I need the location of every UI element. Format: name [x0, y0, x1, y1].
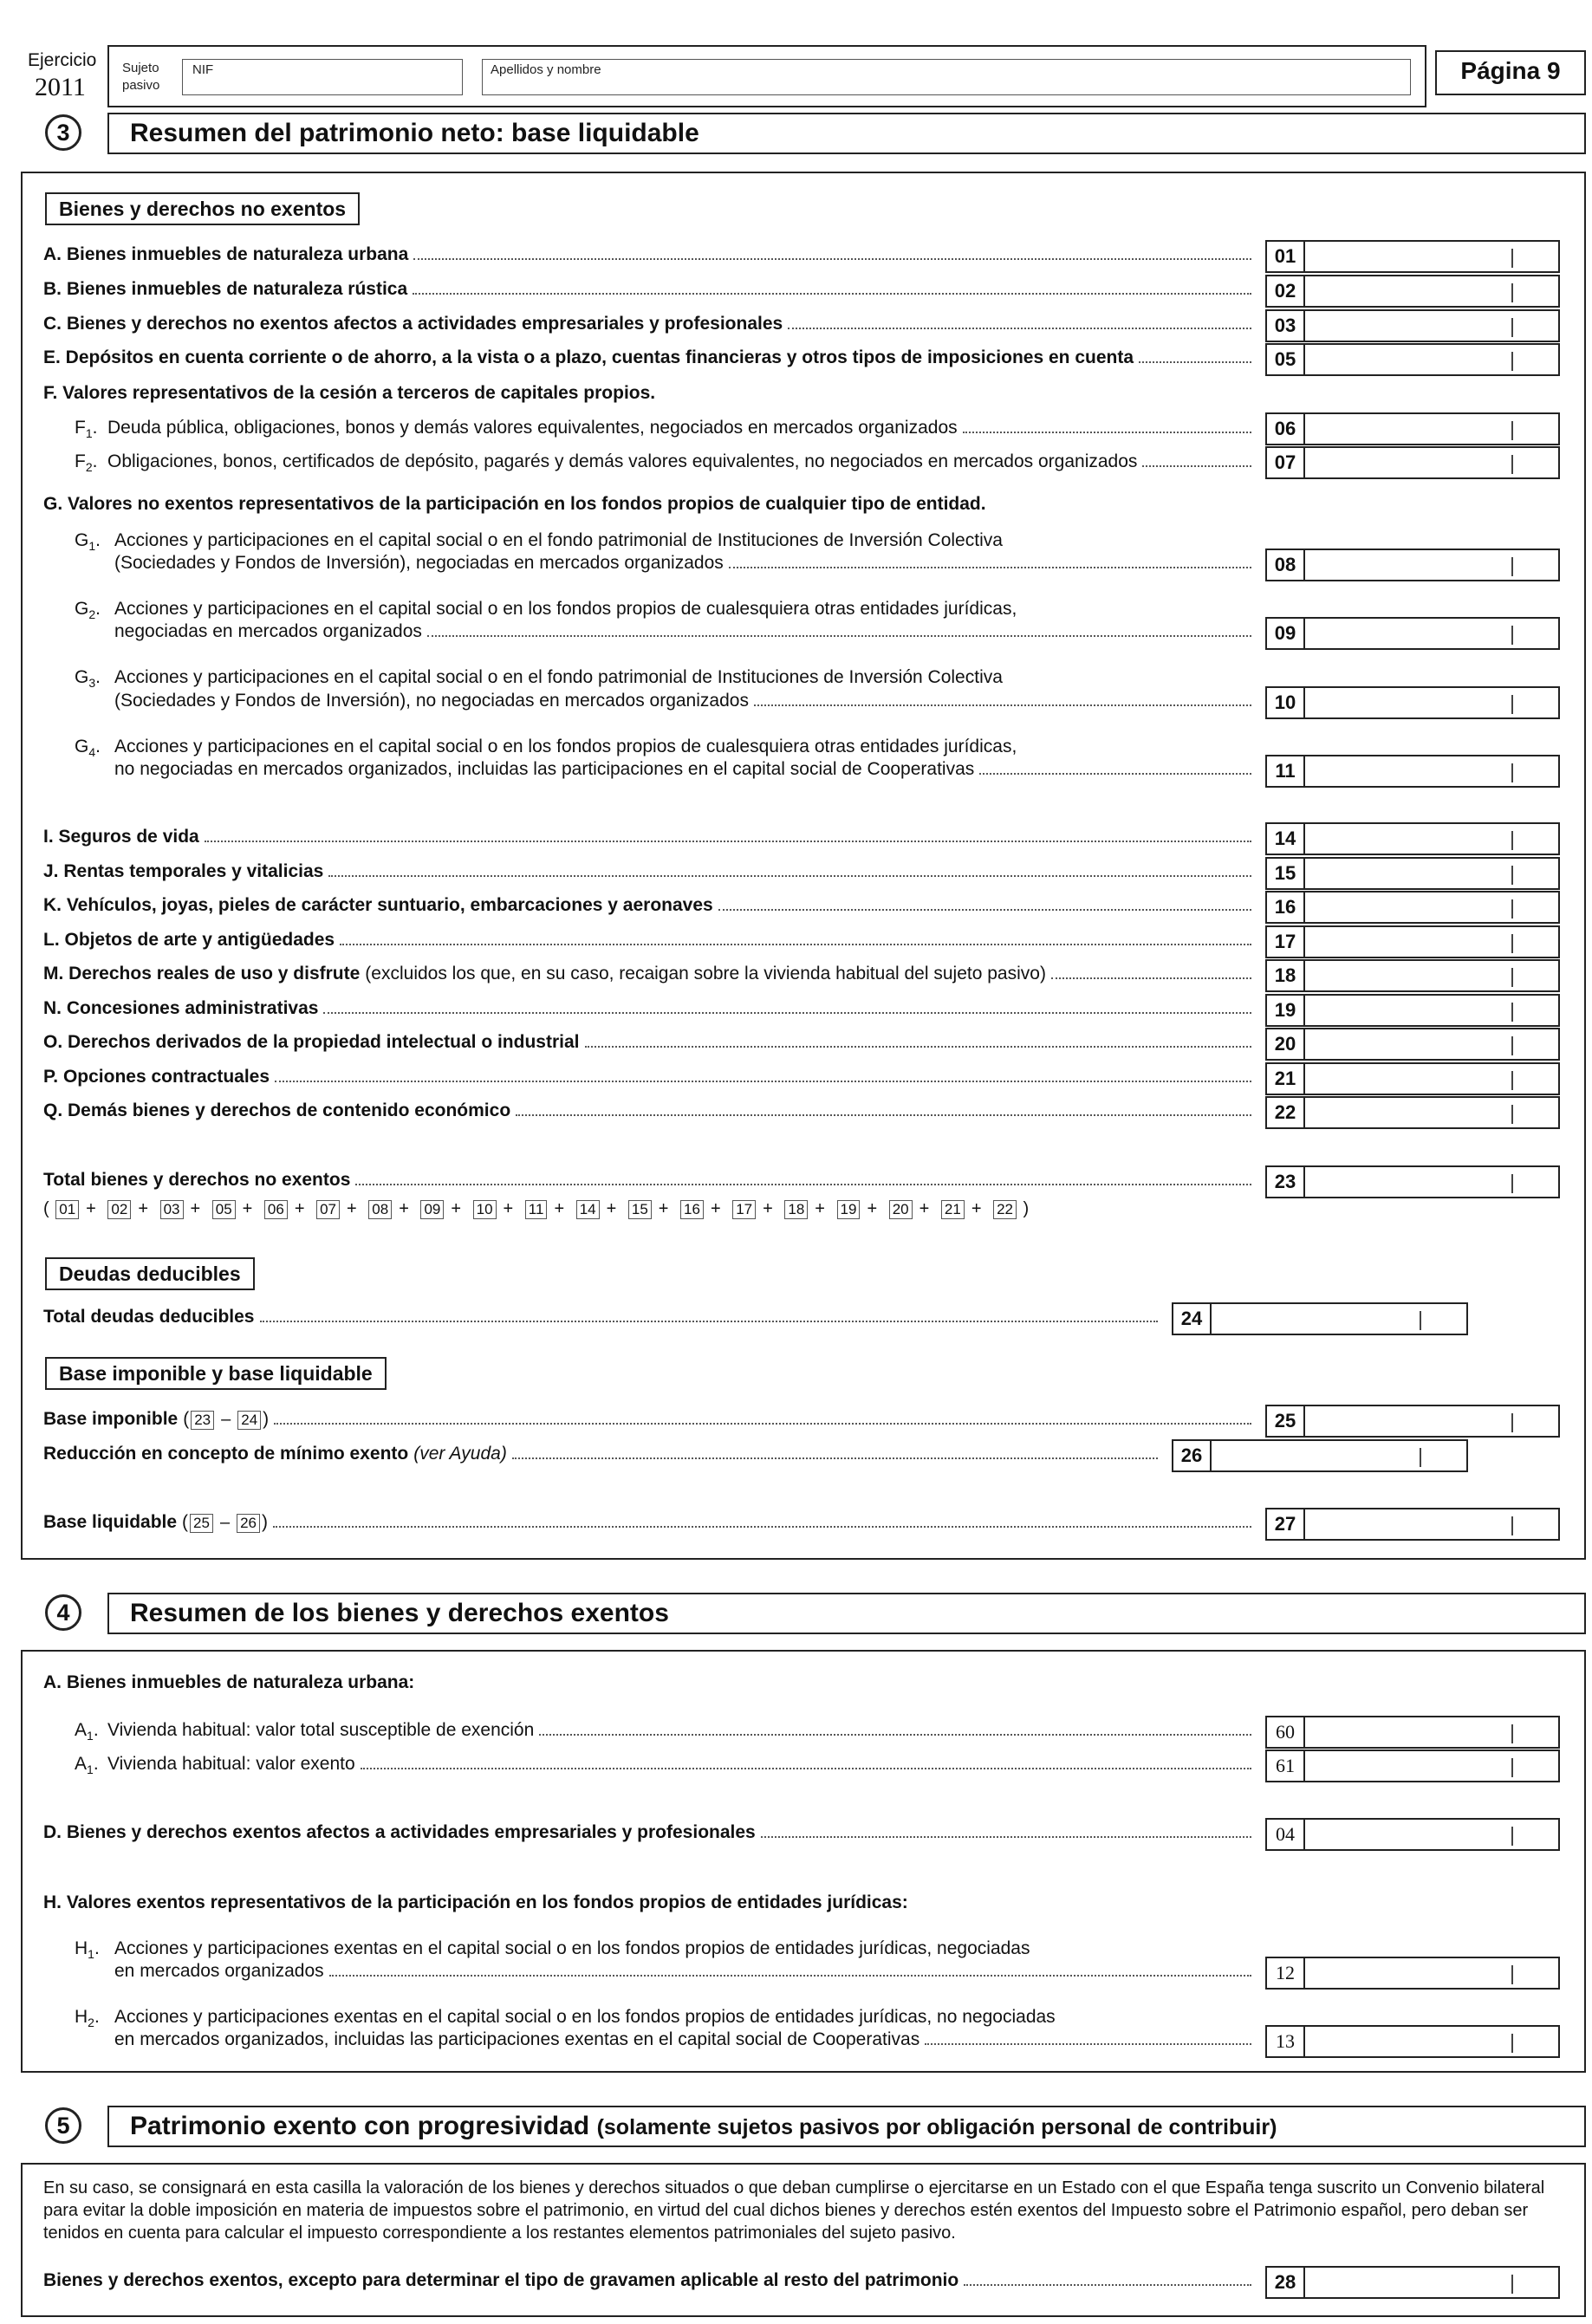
field-60-code: 60 [1267, 1717, 1305, 1747]
section-5-title-sub: (solamente sujetos pasivos por obligación personal de contribuir) [596, 2115, 1277, 2139]
sum-plus: + [867, 1199, 878, 1218]
field-22-code: 22 [1267, 1098, 1305, 1127]
section-3-title: Resumen del patrimonio neto: base liquidable [130, 119, 699, 147]
field-20-code: 20 [1267, 1029, 1305, 1059]
row-m-label: M. Derechos reales de uso y disfrute [43, 964, 361, 983]
s4-row-d [43, 1822, 1257, 1848]
sum-box: 03 [160, 1200, 184, 1219]
bi-open: ( [183, 1409, 190, 1429]
reduccion-note: (ver Ayuda) [413, 1444, 507, 1464]
bi-close: ) [263, 1409, 270, 1429]
row-g4-line1: Acciones y participaciones en el capital social o en los fondos propios de cualesquiera otras entidades jurídicas, [114, 737, 1017, 756]
field-09[interactable] [1265, 617, 1560, 650]
s4-row-h-label: H. Valores exentos representativos de la participación en los fondos propios de entidades jurídicas: [43, 1892, 908, 1912]
field-01[interactable] [1265, 240, 1560, 273]
row-g4-sub: 4 [88, 745, 96, 760]
row-p-label: P. Opciones contractuales [43, 1067, 270, 1087]
bl-open: ( [182, 1512, 189, 1532]
section-4-number: 4 [45, 1594, 81, 1631]
sum-plus: + [763, 1199, 773, 1218]
s5-row-28-label: Bienes y derechos exentos, excepto para determinar el tipo de gravamen aplicable al resto del patrimonio [43, 2270, 959, 2290]
row-deudas-total-label: Total deudas deducibles [43, 1307, 255, 1327]
row-e [43, 347, 1257, 373]
sujeto-label: Sujeto [122, 61, 159, 75]
row-g4-prefix-wrap: $G_4$. [75, 737, 101, 760]
bienes-no-exentos-heading: Bienes y derechos no exentos [45, 192, 360, 225]
s4-row-a-label: A. Bienes inmuebles de naturaleza urbana: [43, 1672, 415, 1692]
field-18-code: 18 [1267, 961, 1305, 990]
sum-plus: + [710, 1199, 721, 1218]
s4-row-h1-line1: Acciones y participaciones exentas en el capital social o en los fondos propios de entidades jurídicas, negociadas [114, 1938, 1030, 1958]
s4-row-a1-prefix: A [75, 1720, 88, 1740]
s5-row-28 [43, 2270, 1257, 2296]
row-a [43, 244, 1257, 270]
row-g1-prefix-wrap: $G_1$. [75, 530, 101, 554]
row-g3-line2: (Sociedades y Fondos de Inversión), no negociadas en mercados organizados [114, 691, 749, 711]
field-28[interactable] [1265, 2266, 1560, 2299]
field-11-code: 11 [1267, 756, 1305, 786]
bl-minus: – [219, 1513, 231, 1532]
sum-plus: + [190, 1199, 201, 1218]
field-03[interactable] [1265, 309, 1560, 342]
field-08[interactable] [1265, 549, 1560, 581]
bl-close: ) [262, 1512, 269, 1532]
apellidos-label: Apellidos y nombre [491, 62, 601, 77]
field-02-code: 02 [1267, 276, 1305, 306]
sum-box: 18 [784, 1200, 808, 1219]
s4-row-h2-prefix: H [75, 2007, 88, 2027]
row-i [43, 827, 1257, 853]
field-14-code: 14 [1267, 824, 1305, 854]
sum-plus: + [86, 1199, 96, 1218]
field-19-code: 19 [1267, 996, 1305, 1025]
row-base-imponible [43, 1409, 1257, 1435]
sum-box: 09 [420, 1200, 444, 1219]
field-25[interactable] [1265, 1405, 1560, 1438]
row-g2-line2: negociadas en mercados organizados [114, 621, 422, 641]
row-f-label: F. Valores representativos de la cesión a terceros de capitales propios. [43, 383, 656, 403]
row-g1-line2: (Sociedades y Fondos de Inversión), negociadas en mercados organizados [114, 553, 724, 573]
s4-row-a1-label: Vivienda habitual: valor total susceptible de exención [107, 1720, 535, 1740]
sum-plus: + [138, 1199, 149, 1218]
row-g4 [114, 759, 1257, 785]
base-heading: Base imponible y base liquidable [45, 1357, 387, 1390]
field-04[interactable] [1265, 1818, 1560, 1851]
row-f1-sub: 1 [85, 426, 93, 441]
field-27-code: 27 [1267, 1509, 1305, 1539]
section-3-number: 3 [45, 114, 81, 151]
sum-plus: + [815, 1199, 825, 1218]
field-27[interactable] [1265, 1508, 1560, 1541]
sum-formula [43, 1199, 1029, 1219]
s4-row-h1-prefix: H [75, 1938, 88, 1958]
section-5-paragraph: En su caso, se consignará en esta casilla la valoración de los bienes y derechos situados o que deban cumplirse o ejercitarse en un Estado con el que España tenga suscrito un Convenio bilateral para evitar la doble imposición en materia de impuestos sobre el patrimonio, en virtud del cual dichos bienes y derechos estén exentos del Impuesto sobre el Patrimonio español, pero deban ser tenidos en cuenta para calcular el impuesto correspondiente a los restantes elementos patrimoniales del sujeto pasivo. [43, 2178, 1545, 2243]
row-q-label: Q. Demás bienes y derechos de contenido económico [43, 1100, 511, 1120]
sum-plus: + [451, 1199, 462, 1218]
nif-field[interactable] [182, 59, 463, 95]
row-g4-line2: no negociadas en mercados organizados, incluidas las participaciones en el capital social de Cooperativas [114, 759, 975, 779]
row-g4-prefix: G [75, 737, 89, 756]
nif-label: NIF [192, 62, 214, 77]
field-07-code: 07 [1267, 448, 1305, 477]
field-12[interactable] [1265, 1957, 1560, 1990]
sum-box: 20 [889, 1200, 913, 1219]
row-b [43, 279, 1257, 305]
field-19[interactable] [1265, 994, 1560, 1027]
field-24[interactable] [1172, 1302, 1468, 1335]
field-06-code: 06 [1267, 414, 1305, 444]
field-23-code: 23 [1267, 1167, 1305, 1197]
field-03-code: 03 [1267, 311, 1305, 341]
sum-box: 15 [628, 1200, 652, 1219]
sum-plus: + [606, 1199, 617, 1218]
row-b-label: B. Bienes inmuebles de naturaleza rústica [43, 279, 408, 299]
s4-row-h2-sub: 2 [88, 2016, 94, 2030]
s4-row-h2-line1: Acciones y participaciones exentas en el capital social o en los fondos propios de entidades jurídicas, no negociadas [114, 2007, 1056, 2027]
sum-box: 02 [107, 1200, 131, 1219]
sum-open: ( [43, 1199, 49, 1218]
field-21-code: 21 [1267, 1064, 1305, 1094]
s4-row-h2-line2: en mercados organizados, incluidas las participaciones exentas en el capital social de Cooperativas [114, 2029, 920, 2049]
field-23[interactable] [1265, 1165, 1560, 1198]
row-g2-line1: Acciones y participaciones en el capital social o en los fondos propios de cualesquiera otras entidades jurídicas, [114, 599, 1017, 619]
field-06[interactable] [1265, 412, 1560, 445]
field-01-code: 01 [1267, 242, 1305, 271]
deudas-heading: Deudas deducibles [45, 1257, 255, 1290]
bl-box-a: 25 [190, 1514, 213, 1533]
base-liquidable-label: Base liquidable [43, 1512, 178, 1532]
sum-box: 17 [732, 1200, 756, 1219]
field-04-code: 04 [1267, 1820, 1305, 1849]
row-a-label: A. Bienes inmuebles de naturaleza urbana [43, 244, 409, 264]
row-e-label: E. Depósitos en cuenta corriente o de ahorro, a la vista o a plazo, cuentas financieras y otros tipos de imposiciones en cuenta [43, 347, 1134, 367]
row-k-label: K. Vehículos, joyas, pieles de carácter suntuario, embarcaciones y aeronaves [43, 895, 713, 915]
section-5-number: 5 [45, 2107, 81, 2144]
row-g3-prefix-wrap: $G_3$. [75, 667, 101, 691]
field-05[interactable] [1265, 343, 1560, 376]
row-g1-sub: 1 [88, 539, 96, 554]
field-13[interactable] [1265, 2025, 1560, 2058]
s4-row-a1b-sub: 1 [87, 1762, 94, 1777]
ejercicio-label: Ejercicio [28, 50, 97, 70]
field-08-code: 08 [1267, 550, 1305, 580]
row-f2: $F_2$. Obligaciones, bonos, certificados de depósito, pagarés y demás valores equivalentes, no negociados en mercados organizados [75, 451, 1257, 477]
sum-close: ) [1023, 1199, 1030, 1218]
bl-box-b: 26 [237, 1514, 260, 1533]
row-p [43, 1067, 1257, 1093]
field-15[interactable] [1265, 857, 1560, 890]
row-n-label: N. Concesiones administrativas [43, 998, 319, 1018]
field-16[interactable] [1265, 891, 1560, 924]
bi-box-b: 24 [237, 1411, 261, 1430]
field-13-code: 13 [1267, 2027, 1305, 2056]
row-o [43, 1032, 1257, 1058]
sum-box: 07 [316, 1200, 340, 1219]
s4-row-a1-sub: 1 [87, 1729, 94, 1743]
field-17[interactable] [1265, 925, 1560, 958]
bi-box-a: 23 [191, 1411, 214, 1430]
row-j [43, 861, 1257, 887]
sum-box: 11 [525, 1200, 548, 1219]
row-total-label: Total bienes y derechos no exentos [43, 1170, 351, 1190]
field-24-code: 24 [1173, 1304, 1212, 1334]
sum-box: 05 [212, 1200, 236, 1219]
row-l [43, 930, 1257, 956]
row-g3-line1: Acciones y participaciones en el capital social o en el fondo patrimonial de Instituciones de Inversión Colectiva [114, 667, 1003, 687]
field-25-code: 25 [1267, 1406, 1305, 1436]
apellidos-field[interactable] [482, 59, 1411, 95]
field-10[interactable] [1265, 686, 1560, 719]
row-g1-prefix: G [75, 530, 89, 550]
field-60[interactable] [1265, 1716, 1560, 1749]
row-g3 [114, 691, 1257, 717]
field-05-code: 05 [1267, 345, 1305, 374]
row-c [43, 314, 1257, 340]
row-f1-prefix: F [75, 418, 86, 438]
row-c-label: C. Bienes y derechos no exentos afectos a actividades empresariales y profesionales [43, 314, 783, 334]
field-09-code: 09 [1267, 619, 1305, 648]
section-4-title: Resumen de los bienes y derechos exentos [130, 1599, 669, 1627]
field-26[interactable] [1172, 1439, 1468, 1472]
sum-box: 14 [576, 1200, 600, 1219]
sum-plus: + [503, 1199, 514, 1218]
row-g2-prefix: G [75, 599, 89, 619]
row-f2-prefix: F [75, 451, 86, 471]
sum-box: 19 [837, 1200, 861, 1219]
sum-box: 21 [941, 1200, 965, 1219]
ejercicio-year: 2011 [35, 73, 86, 101]
row-f1: $F_1$. Deuda pública, obligaciones, bonos y demás valores equivalentes, negociados en mercados organizados [75, 418, 1257, 444]
sum-box: 10 [473, 1200, 497, 1219]
row-n [43, 998, 1257, 1024]
s4-row-h1 [114, 1961, 1257, 1987]
field-61-code: 61 [1267, 1751, 1305, 1781]
s4-row-a1b: $A_1$. Vivienda habitual: valor exento [75, 1754, 1257, 1780]
row-l-label: L. Objetos de arte y antigüedades [43, 930, 335, 950]
field-07[interactable] [1265, 446, 1560, 479]
row-g-label: G. Valores no exentos representativos de la participación en los fondos propios de cualquier tipo de entidad. [43, 494, 986, 514]
row-j-label: J. Rentas temporales y vitalicias [43, 861, 324, 881]
row-reduccion [43, 1444, 1163, 1470]
field-20[interactable] [1265, 1028, 1560, 1061]
field-21[interactable] [1265, 1062, 1560, 1095]
s4-row-h2 [114, 2029, 1257, 2055]
row-o-label: O. Derechos derivados de la propiedad intelectual o industrial [43, 1032, 580, 1052]
sum-plus: + [242, 1199, 253, 1218]
section-5-title [130, 2107, 1277, 2150]
row-total [43, 1170, 1257, 1196]
s4-row-a1b-prefix: A [75, 1754, 88, 1774]
s4-row-a1: $A_1$. Vivienda habitual: valor total susceptible de exención [75, 1720, 1257, 1746]
sum-plus: + [554, 1199, 565, 1218]
row-deudas-total [43, 1307, 1163, 1333]
field-11[interactable] [1265, 755, 1560, 788]
field-18[interactable] [1265, 959, 1560, 992]
s4-row-h1-line2: en mercados organizados [114, 1961, 324, 1981]
row-f2-label: Obligaciones, bonos, certificados de depósito, pagarés y demás valores equivalentes, no negociados en mercados organizados [107, 451, 1138, 471]
section-5-title-main: Patrimonio exento con progresividad [130, 2112, 590, 2140]
sum-box: 06 [264, 1200, 288, 1219]
s4-row-d-label: D. Bienes y derechos exentos afectos a actividades empresariales y profesionales [43, 1822, 756, 1842]
row-m [43, 964, 1257, 990]
field-16-code: 16 [1267, 893, 1305, 922]
row-k [43, 895, 1257, 921]
row-i-label: I. Seguros de vida [43, 827, 199, 847]
page-number: Página 9 [1460, 57, 1561, 84]
row-g2-sub: 2 [88, 607, 96, 622]
sum-plus: + [399, 1199, 409, 1218]
bi-minus: – [221, 1410, 231, 1429]
field-26-code: 26 [1173, 1441, 1212, 1470]
row-g1-line1: Acciones y participaciones en el capital social o en el fondo patrimonial de Instituciones de Inversión Colectiva [114, 530, 1003, 550]
sum-plus: + [347, 1199, 357, 1218]
row-f2-sub: 2 [85, 460, 93, 475]
sum-box: 22 [993, 1200, 1017, 1219]
row-g3-prefix: G [75, 667, 89, 687]
field-22[interactable] [1265, 1096, 1560, 1129]
row-g1 [114, 553, 1257, 579]
field-28-code: 28 [1267, 2268, 1305, 2297]
sum-plus: + [658, 1199, 669, 1218]
sum-box: 01 [55, 1200, 79, 1219]
base-imponible-label: Base imponible [43, 1409, 179, 1429]
s4-row-h1-prefix-wrap: $H_1$. [75, 1938, 100, 1962]
sum-box: 16 [680, 1200, 704, 1219]
sum-box: 08 [368, 1200, 392, 1219]
field-12-code: 12 [1267, 1958, 1305, 1988]
pasivo-label: pasivo [122, 78, 160, 93]
reduccion-label: Reducción en concepto de mínimo exento [43, 1444, 409, 1464]
field-61[interactable] [1265, 1749, 1560, 1782]
sum-plus: + [294, 1199, 305, 1218]
row-q [43, 1100, 1257, 1126]
s4-row-h2-prefix-wrap: $H_2$. [75, 2007, 100, 2030]
field-17-code: 17 [1267, 927, 1305, 957]
field-15-code: 15 [1267, 859, 1305, 888]
sum-plus: + [919, 1199, 930, 1218]
field-10-code: 10 [1267, 688, 1305, 717]
row-m-extra: (excluidos los que, en su caso, recaigan sobre la vivienda habitual del sujeto pasivo) [365, 964, 1046, 983]
row-g3-sub: 3 [88, 676, 96, 691]
sum-plus: + [971, 1199, 982, 1218]
row-g2 [114, 621, 1257, 647]
row-g2-prefix-wrap: $G_2$. [75, 599, 101, 622]
field-02[interactable] [1265, 275, 1560, 308]
row-f1-label: Deuda pública, obligaciones, bonos y demás valores equivalentes, negociados en mercados organizados [107, 418, 958, 438]
s4-row-h1-sub: 1 [88, 1947, 94, 1962]
field-14[interactable] [1265, 822, 1560, 855]
row-base-liquidable [43, 1512, 1257, 1538]
s4-row-a1b-label: Vivienda habitual: valor exento [107, 1754, 355, 1774]
